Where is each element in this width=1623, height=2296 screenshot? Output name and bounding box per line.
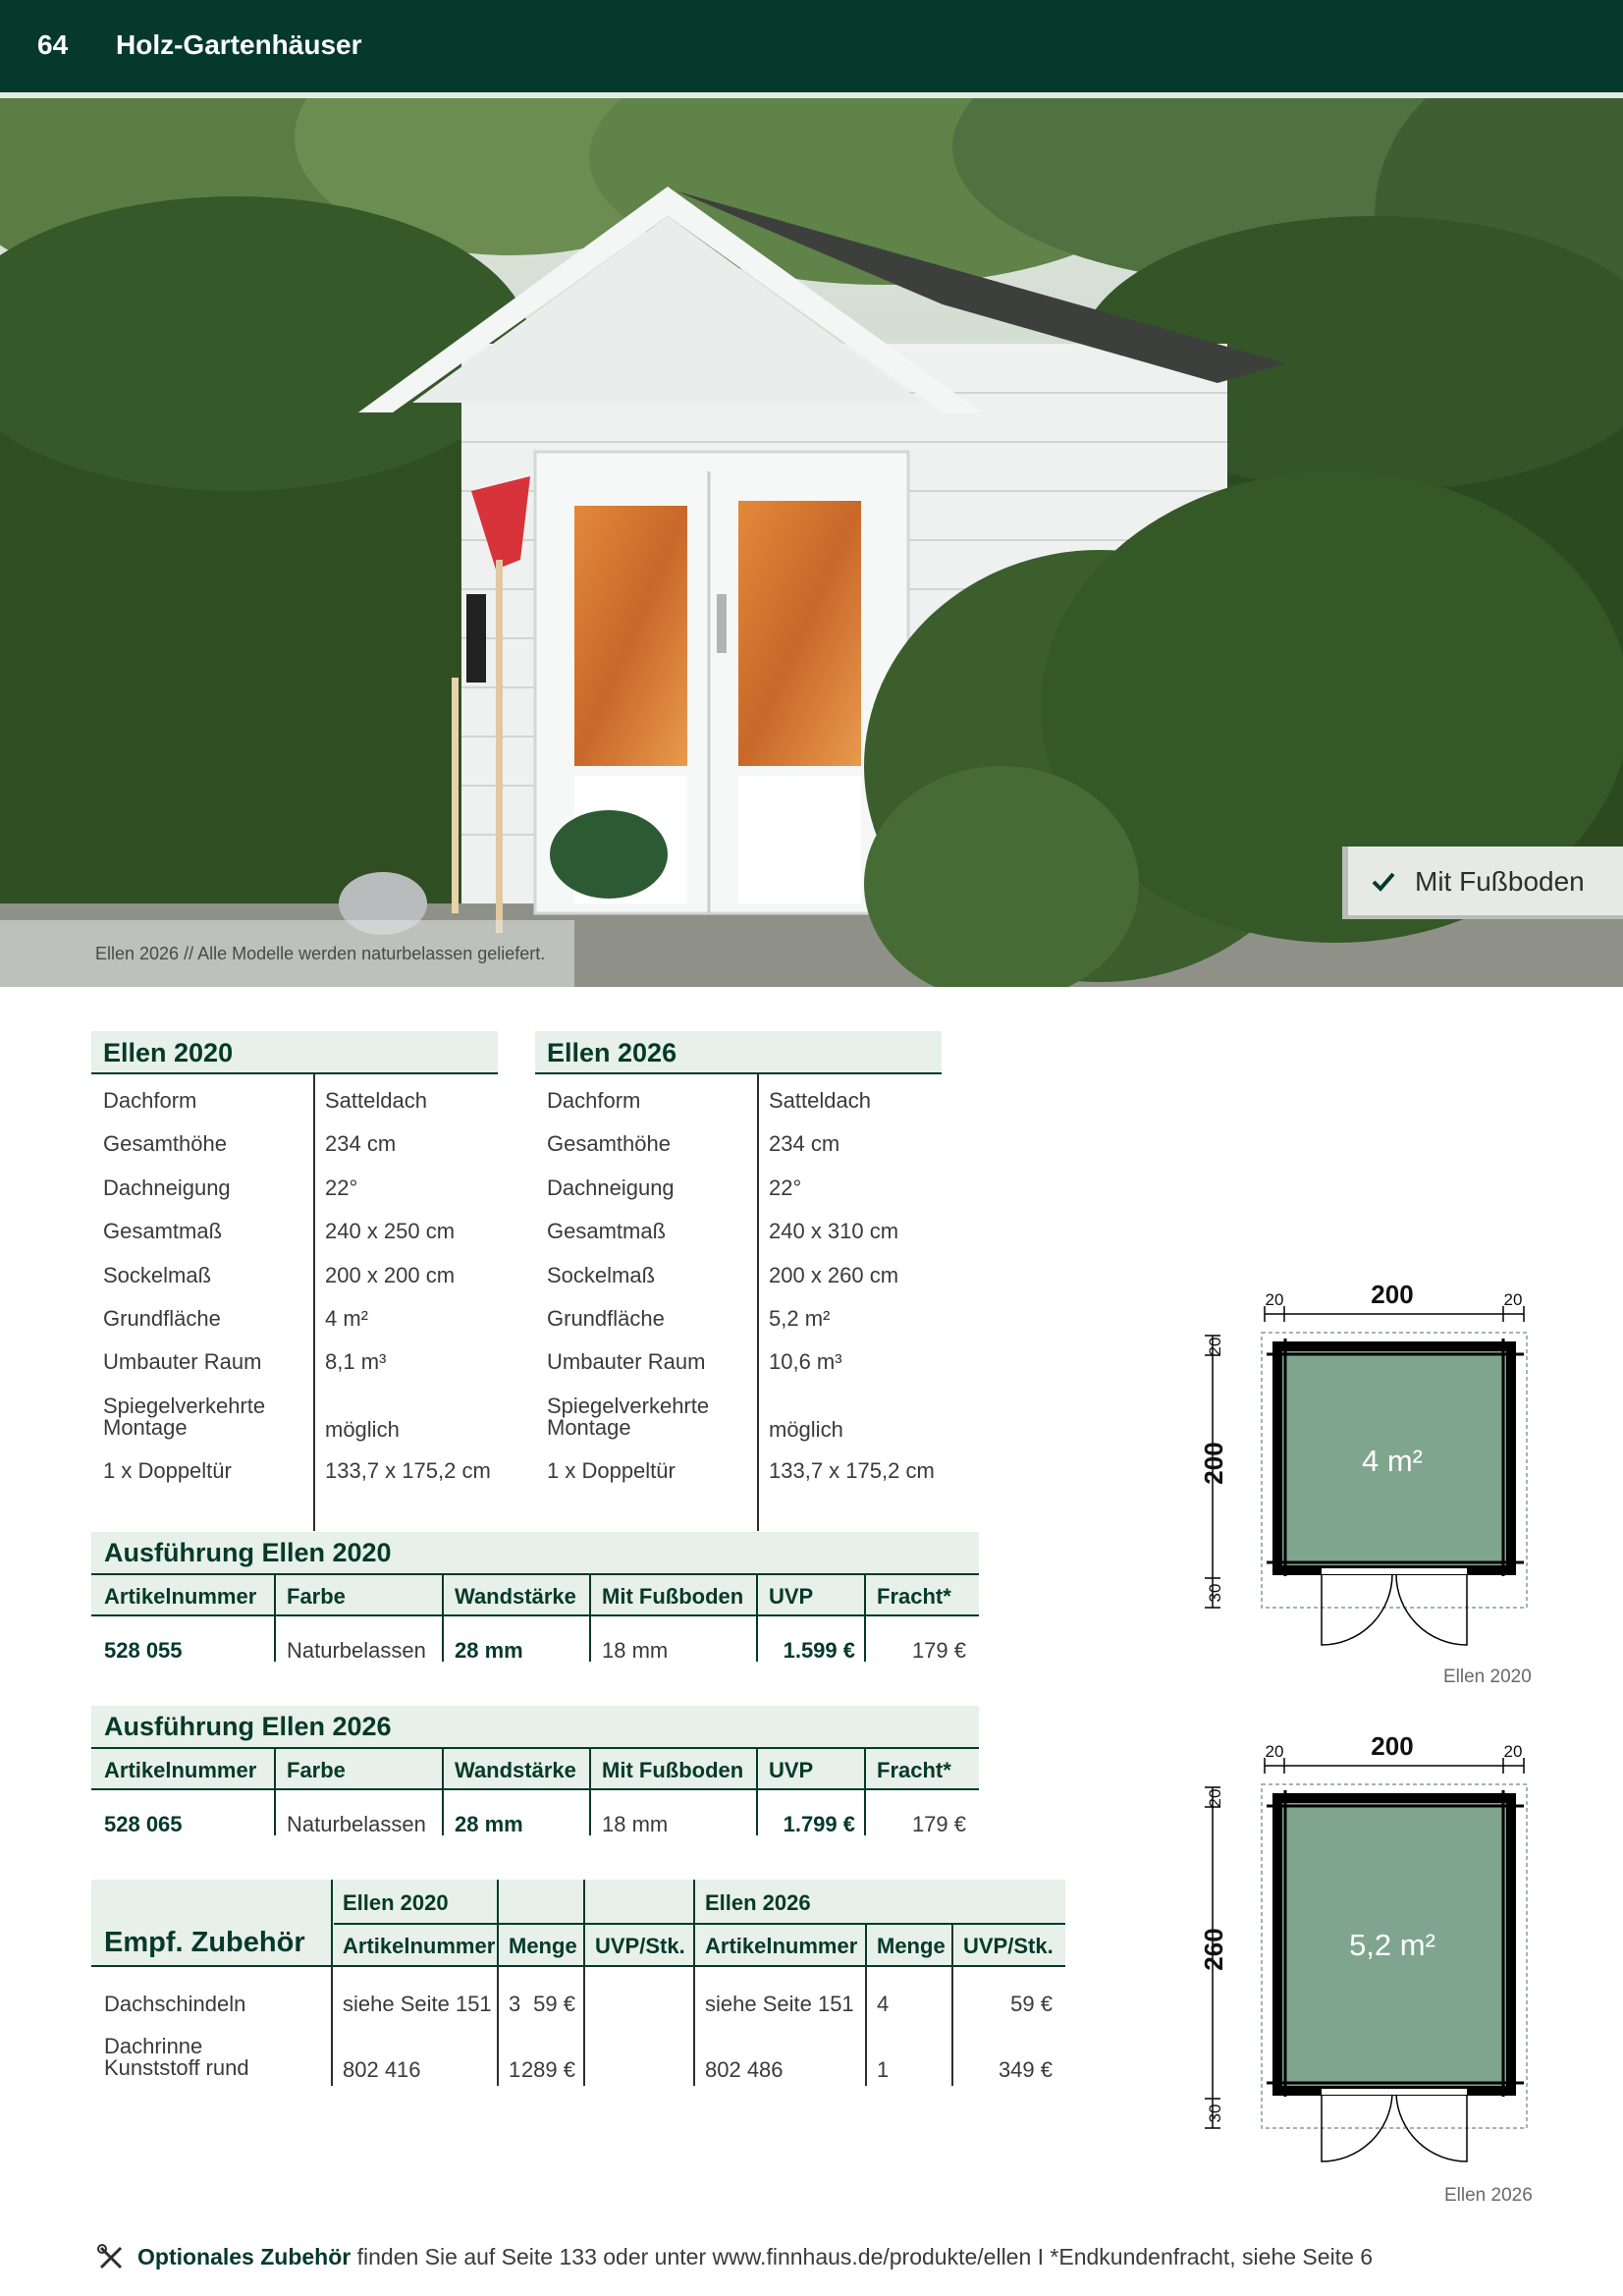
divider <box>951 1923 953 1966</box>
col-header: Farbe <box>287 1584 346 1609</box>
spec-key: 1 x Doppeltür <box>547 1457 676 1483</box>
table-row <box>91 1616 979 1664</box>
col-price: UVP/Stk. <box>963 1934 1054 1958</box>
spec-value: möglich <box>769 1416 843 1442</box>
col-article: Artikelnummer <box>343 1934 496 1958</box>
overhang-dimension: 20 <box>1503 1742 1523 1761</box>
spec-key: Dachform <box>103 1088 197 1113</box>
spec-row <box>91 1205 498 1248</box>
area-label: 5,2 m² <box>1349 1928 1435 1962</box>
spec-value: 10,6 m³ <box>769 1349 842 1375</box>
quantity: 3 <box>509 1992 521 2016</box>
spec-row <box>535 1292 942 1336</box>
spec-key: Dachform <box>547 1088 641 1113</box>
overhang-dimension: 20 <box>1265 1290 1284 1309</box>
overhang-dimension: 20 <box>1503 1290 1523 1309</box>
area-label: 4 m² <box>1362 1444 1423 1478</box>
spec-row <box>91 1249 498 1292</box>
spec-title: Ellen 2020 <box>91 1031 498 1074</box>
unit-price: 59 € <box>1010 1992 1053 2016</box>
spec-body <box>535 1074 942 1488</box>
article-number: 528 065 <box>104 1812 183 1836</box>
divider <box>331 1880 333 1966</box>
divider <box>274 1790 276 1835</box>
divider <box>497 1880 499 1966</box>
divider <box>334 1923 1065 1925</box>
price: 1.599 € <box>783 1638 855 1663</box>
page-number: 64 <box>37 29 69 60</box>
col-header: Wandstärke <box>455 1758 576 1782</box>
page-title: Holz-Gartenhäuser <box>116 29 362 60</box>
front-dimension: 30 <box>1206 2104 1224 2123</box>
spec-row <box>535 1118 942 1161</box>
spec-value: 22° <box>325 1175 358 1200</box>
spec-row <box>91 1074 498 1118</box>
article-number: siehe Seite 151 <box>343 1992 492 2016</box>
freight: 179 € <box>911 1638 966 1663</box>
spec-key: Grundfläche <box>547 1305 665 1331</box>
article-number: siehe Seite 151 <box>705 1992 854 2016</box>
spec-value: Satteldach <box>769 1088 871 1113</box>
exec-title: Ausführung Ellen 2026 <box>91 1706 979 1747</box>
col-qty: Menge <box>877 1934 946 1958</box>
spec-key: Gesamthöhe <box>103 1131 227 1157</box>
unit-price: 289 € <box>520 2057 575 2082</box>
spec-row <box>535 1162 942 1205</box>
wall-thickness: 28 mm <box>455 1638 523 1663</box>
divider <box>756 1749 758 1790</box>
quantity: 1 <box>877 2057 890 2082</box>
spec-value: 234 cm <box>769 1131 840 1157</box>
check-icon <box>1370 868 1397 896</box>
unit-price: 349 € <box>998 2057 1053 2082</box>
divider <box>91 1965 1065 1967</box>
divider <box>865 1923 867 1966</box>
spec-value: 200 x 200 cm <box>325 1262 456 1287</box>
spec-row <box>91 1445 498 1488</box>
spec-table-ellen-2020 <box>91 1031 498 1488</box>
divider <box>864 1790 866 1835</box>
exec-header <box>91 1747 979 1790</box>
color-value: Naturbelassen <box>287 1638 426 1663</box>
footer-note <box>137 2244 1373 2270</box>
divider <box>497 1966 499 2086</box>
divider <box>274 1616 276 1662</box>
page-header <box>0 0 1623 92</box>
divider <box>589 1575 591 1616</box>
tools-icon <box>96 2243 126 2272</box>
spec-value: 5,2 m² <box>769 1305 831 1331</box>
floor-badge <box>1342 847 1623 919</box>
divider <box>442 1575 444 1616</box>
spec-title: Ellen 2026 <box>535 1031 942 1074</box>
spec-value: möglich <box>325 1416 400 1442</box>
divider <box>442 1616 444 1662</box>
spec-row <box>91 1336 498 1379</box>
accessory-name: Dachschindeln <box>104 1992 246 2016</box>
quantity: 4 <box>877 1992 890 2016</box>
divider <box>865 1966 867 2086</box>
overhang-dimension: 20 <box>1265 1742 1284 1761</box>
col-header: Mit Fußboden <box>602 1584 744 1609</box>
divider <box>583 1880 585 1966</box>
col-header: Wandstärke <box>455 1584 576 1609</box>
exec-title: Ausführung Ellen 2020 <box>91 1532 979 1573</box>
spec-value: 133,7 x 175,2 cm <box>769 1457 935 1483</box>
article-number: 802 416 <box>343 2057 421 2082</box>
front-dimension: 30 <box>1206 1583 1224 1603</box>
divider <box>589 1749 591 1790</box>
divider <box>589 1790 591 1835</box>
article-number: 802 486 <box>705 2057 784 2082</box>
article-number: 528 055 <box>104 1638 183 1663</box>
spec-value: 240 x 250 cm <box>325 1219 456 1244</box>
divider <box>583 1966 585 2086</box>
floor-plan-ellen-2020 <box>1178 1272 1551 1655</box>
overhang-dimension: 20 <box>1206 1788 1224 1808</box>
spec-value: 200 x 260 cm <box>769 1262 899 1287</box>
spec-key: Spiegelverkehrte Montage <box>103 1393 266 1440</box>
col-article: Artikelnummer <box>705 1934 858 1958</box>
spec-key: Gesamtmaß <box>103 1219 223 1244</box>
col-header: UVP <box>769 1758 814 1782</box>
floor-badge-label: Mit Fußboden <box>1415 866 1585 897</box>
spec-value: 22° <box>769 1175 802 1200</box>
spec-row <box>91 1162 498 1205</box>
spec-row <box>535 1445 942 1488</box>
divider <box>756 1790 758 1835</box>
spec-key: Umbauter Raum <box>547 1349 706 1375</box>
spec-row <box>535 1205 942 1248</box>
floor-thickness: 18 mm <box>602 1638 669 1663</box>
footer-text: finden Sie auf Seite 133 oder unter www.finnhaus.de/produkte/ellen I *Endkundenfracht, siehe Seite 6 <box>351 2244 1374 2269</box>
spec-row <box>91 1292 498 1336</box>
col-header: Artikelnummer <box>104 1758 257 1782</box>
spec-key: Dachneigung <box>547 1175 675 1200</box>
spec-row <box>535 1336 942 1379</box>
freight: 179 € <box>911 1812 966 1836</box>
exec-table-ellen-2026 <box>91 1706 979 1837</box>
spec-row <box>535 1380 942 1445</box>
accessories-table <box>91 1880 1065 2086</box>
divider <box>756 1616 758 1662</box>
col-header: UVP <box>769 1584 814 1609</box>
spec-key: Sockelmaß <box>547 1262 656 1287</box>
divider <box>864 1749 866 1790</box>
divider <box>951 1966 953 2086</box>
wall-thickness: 28 mm <box>455 1812 523 1836</box>
spec-row <box>535 1074 942 1118</box>
width-dimension: 200 <box>1371 1731 1414 1761</box>
spec-row <box>91 1380 498 1445</box>
divider <box>864 1575 866 1616</box>
col-price: UVP/Stk. <box>595 1934 685 1958</box>
spec-value: 133,7 x 175,2 cm <box>325 1457 491 1483</box>
spec-table-ellen-2026 <box>535 1031 942 1488</box>
table-row <box>91 1790 979 1837</box>
group-ellen-2020: Ellen 2020 <box>343 1890 449 1915</box>
spec-key: Gesamtmaß <box>547 1219 667 1244</box>
exec-table-ellen-2020 <box>91 1532 979 1664</box>
spec-key: 1 x Doppeltür <box>103 1457 232 1483</box>
divider <box>274 1749 276 1790</box>
depth-dimension: 260 <box>1199 1928 1228 1971</box>
footer-bold: Optionales Zubehör <box>137 2244 352 2269</box>
spec-body <box>91 1074 498 1488</box>
col-header: Mit Fußboden <box>602 1758 744 1782</box>
spec-key: Dachneigung <box>103 1175 231 1200</box>
plan-caption: Ellen 2020 <box>1443 1667 1532 1687</box>
divider <box>693 1880 695 1966</box>
accessories-title: Empf. Zubehör <box>104 1927 305 1958</box>
spec-row <box>91 1118 498 1161</box>
spec-value: 8,1 m³ <box>325 1349 387 1375</box>
divider <box>756 1575 758 1616</box>
divider <box>274 1575 276 1616</box>
spec-key: Spiegelverkehrte Montage <box>547 1393 710 1440</box>
spec-key: Grundfläche <box>103 1305 221 1331</box>
color-value: Naturbelassen <box>287 1812 426 1836</box>
overhang-dimension: 20 <box>1206 1337 1224 1356</box>
quantity: 1 <box>509 2057 521 2082</box>
price: 1.799 € <box>783 1812 855 1836</box>
photo-caption: Ellen 2026 // Alle Modelle werden naturbelassen geliefert. <box>95 944 546 963</box>
divider <box>693 1966 695 2086</box>
col-header: Artikelnummer <box>104 1584 257 1609</box>
exec-header <box>91 1573 979 1616</box>
width-dimension: 200 <box>1371 1280 1414 1309</box>
unit-price: 59 € <box>533 1992 575 2016</box>
spec-row <box>535 1249 942 1292</box>
divider <box>331 1966 333 2086</box>
depth-dimension: 200 <box>1199 1442 1228 1485</box>
divider <box>589 1616 591 1662</box>
group-ellen-2026: Ellen 2026 <box>705 1890 811 1915</box>
spec-value: Satteldach <box>325 1088 427 1113</box>
accessory-name: Dachrinne Kunststoff rund <box>104 2034 249 2080</box>
col-header: Farbe <box>287 1758 346 1782</box>
spec-value: 240 x 310 cm <box>769 1219 899 1244</box>
divider <box>442 1790 444 1835</box>
divider <box>864 1616 866 1662</box>
divider <box>442 1749 444 1790</box>
floor-thickness: 18 mm <box>602 1812 669 1836</box>
spec-value: 4 m² <box>325 1305 368 1331</box>
col-qty: Menge <box>509 1934 577 1958</box>
floor-plan-ellen-2026 <box>1178 1723 1551 2175</box>
col-header: Fracht* <box>877 1584 951 1609</box>
spec-value: 234 cm <box>325 1131 397 1157</box>
spec-key: Umbauter Raum <box>103 1349 262 1375</box>
spec-key: Sockelmaß <box>103 1262 212 1287</box>
plan-caption: Ellen 2026 <box>1444 2185 1533 2206</box>
spec-key: Gesamthöhe <box>547 1131 671 1157</box>
col-header: Fracht* <box>877 1758 951 1782</box>
